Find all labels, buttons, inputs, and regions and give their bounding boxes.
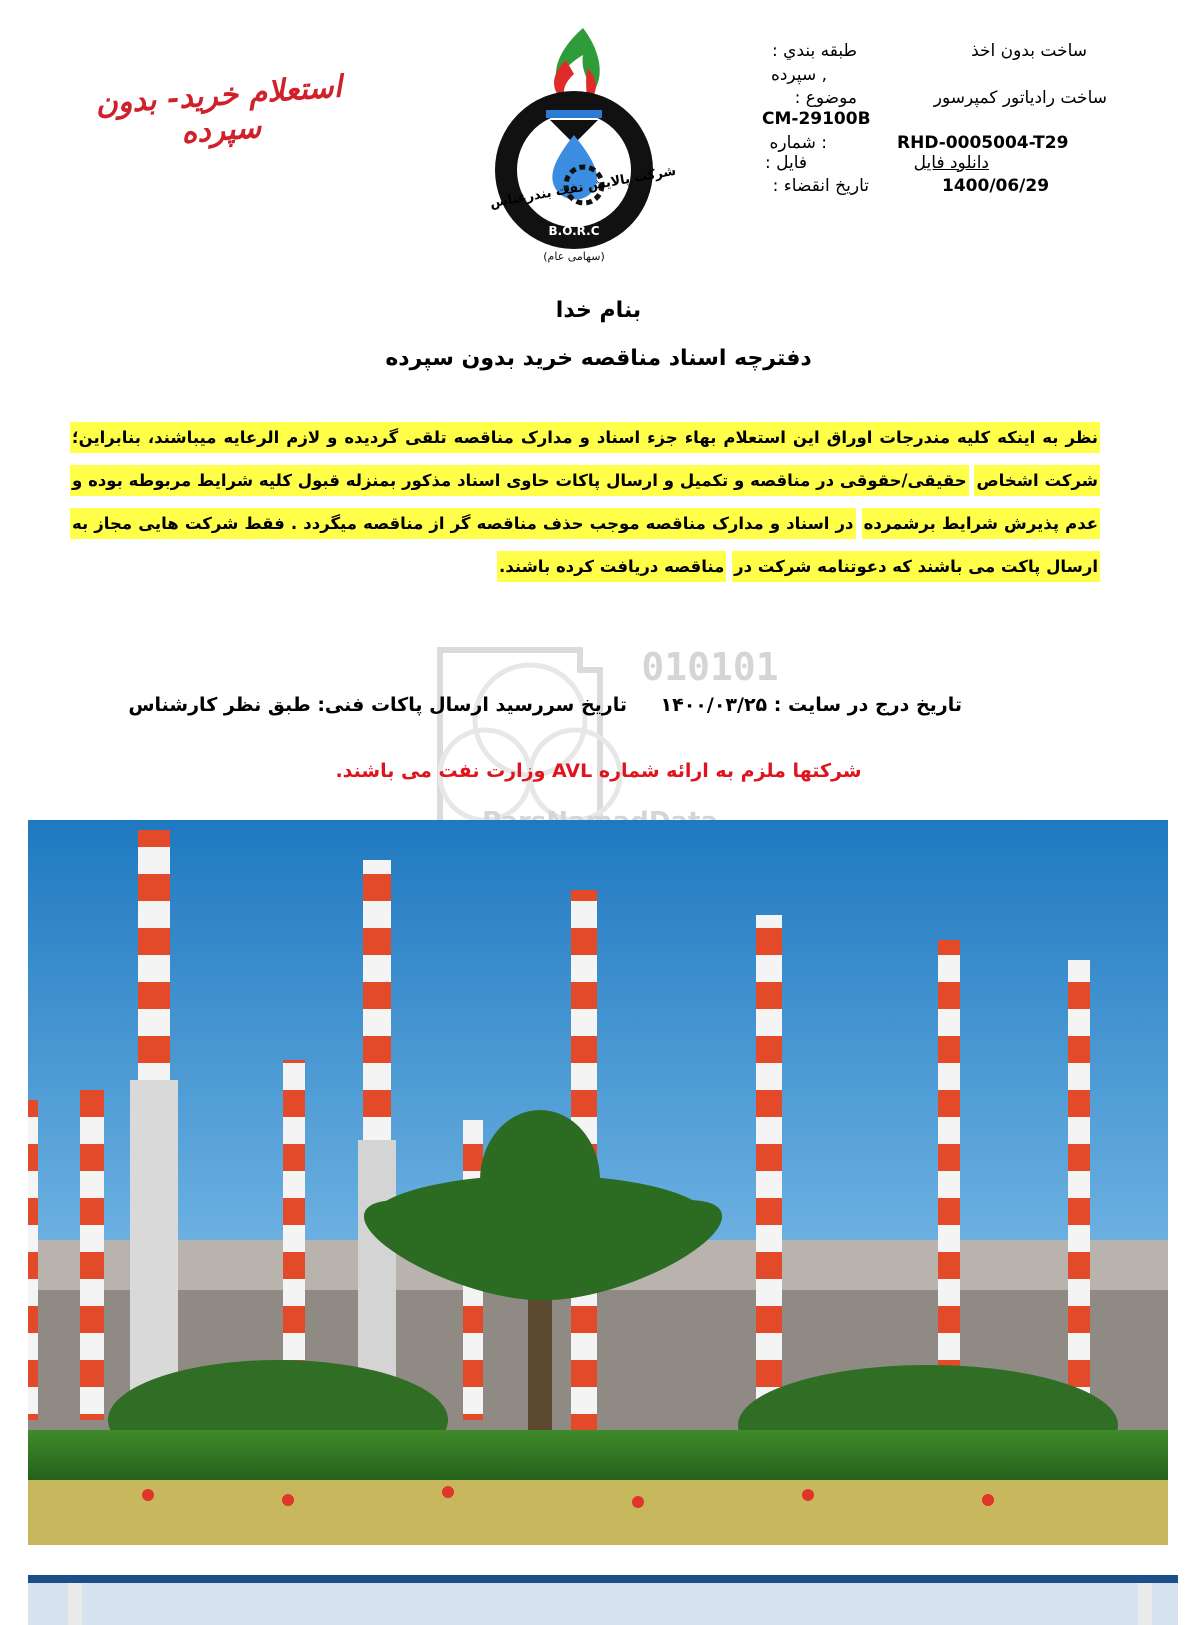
avl-notice: شرکتها ملزم به ارائه شماره AVL وزارت نفت می باشند. xyxy=(335,760,862,782)
notice-line: در اسناد و مدارک مناقصه موجب حذف مناقصه گر از مناقصه میگردد . فقط شرکت هایی مجاز به ارسال پاکت می باشند که دعوتنامه شرکت در xyxy=(70,508,1100,582)
notice-line: نظر به اینکه کلیه مندرجات اوراق این استعلام بهاء جزء اسناد و مدارک مناقصه تلقی گردیده و لازم الرعایه میباشند، بنابراین؛ شرکت اشخاص xyxy=(70,422,1100,496)
meta-value-expiry: 1400/06/29 xyxy=(942,176,1050,196)
secondary-photo-strip xyxy=(28,1575,1178,1625)
meta-value-category: ساخت بدون اخذ xyxy=(971,41,1087,61)
meta-label-subject: موضوع : xyxy=(794,88,857,108)
document-title: دفترچه اسناد مناقصه خرید بدون سپرده xyxy=(385,346,812,371)
meta-label-deposit: , سپرده xyxy=(770,65,827,85)
watermark-digits: 010101 xyxy=(641,645,779,689)
meta-label-category: طبقه بندي : xyxy=(772,41,857,61)
meta-code: CM-29100B xyxy=(762,109,871,129)
handwritten-title: استعلام خرید- بدون سپرده xyxy=(94,69,344,151)
meta-label-number: : شماره xyxy=(769,133,827,153)
logo-brand: B.O.R.C xyxy=(548,224,600,238)
meta-value-number: RHD-0005004-T29 xyxy=(897,133,1069,153)
notice-paragraph xyxy=(70,416,1100,588)
post-date: تاریخ درج در سایت : ۱۴۰۰/۰۳/۲۵ xyxy=(660,694,962,716)
meta-value-subject: ساخت رادیاتور کمپرسور xyxy=(933,88,1107,108)
logo-company-type: (سهامی عام) xyxy=(543,250,605,263)
deadline: تاریخ سررسید ارسال پاکات فنی: طبق نظر کارشناس xyxy=(128,694,627,716)
logo-company-name: شرکت پالایش نفت بندرعباس xyxy=(488,163,678,212)
notice-line: حقیقی/حقوقی در مناقصه و تکمیل و ارسال پاکات حاوی اسناد مذکور بمنزله قبول کلیه شرایط مربوطه بوده و عدم پذیرش شرایط برشمرده xyxy=(70,465,1100,539)
company-logo xyxy=(488,20,668,270)
bismillah: بنام خدا xyxy=(555,298,642,323)
meta-label-file: فایل : xyxy=(764,153,807,173)
notice-line: مناقصه دریافت کرده باشند. xyxy=(497,551,726,582)
meta-value-file-link[interactable]: دانلود فایل xyxy=(913,153,989,173)
refinery-photo xyxy=(28,820,1168,1545)
meta-label-expiry: تاریخ انقضاء : xyxy=(772,176,869,196)
